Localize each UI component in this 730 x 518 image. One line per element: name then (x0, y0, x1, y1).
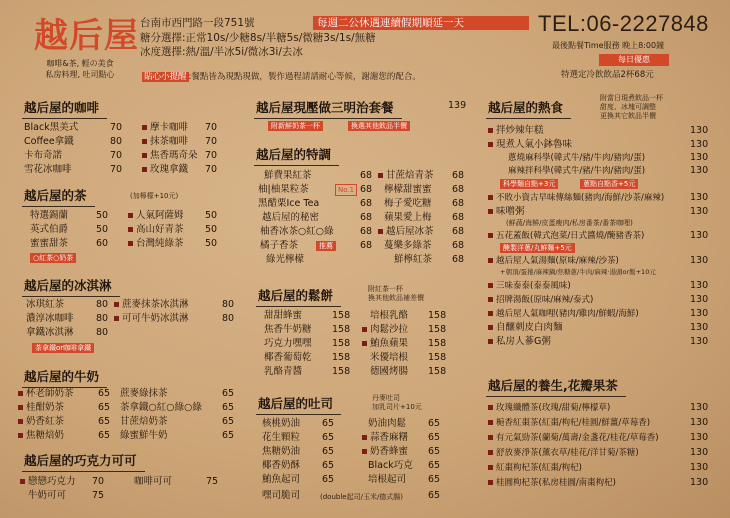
brand-tagline: 咖啡&茶, 輕の美食 私房料理, 吐司點心 (45, 59, 115, 79)
menu-item: 越后屋人氣湯麵(原味/麻辣/沙茶) (488, 255, 619, 267)
cup-icon (128, 241, 133, 246)
menu-item: 現煮人氣小鉢魯味 (488, 139, 572, 151)
menu-item: 梔香紅棗茶(紅棗/枸杞/桂圓/鮮薑/草莓香) (488, 417, 650, 429)
hotfood-note: 附當日現煮飲品一杯 甜度、冰塊可調整 更換其它飲品半價 (600, 94, 663, 120)
cup-icon (18, 391, 23, 396)
menu-item: 蘋果愛上梅 (384, 212, 432, 223)
menu-price: 65 (222, 388, 235, 399)
cup-icon (488, 435, 493, 440)
no1-tag: No.1 (335, 184, 357, 196)
menu-price: 65 (322, 474, 335, 485)
cup-icon (18, 419, 23, 424)
notice-banner: 每週二公休遇連續假期順延一天 (313, 16, 529, 30)
menu-price: 70 (110, 150, 123, 161)
menu-item: 越后屋冰茶 (378, 226, 434, 238)
menu-price: 65 (322, 432, 335, 443)
cup-icon (142, 139, 147, 144)
menu-item: 乳酪青醬 (264, 366, 303, 377)
phone-number: TEL:06-2227848 (538, 11, 709, 36)
menu-price: 80 (96, 313, 109, 324)
menu-price: 130 (690, 230, 709, 241)
menu-item: 花生顆粒 (262, 432, 301, 443)
menu-price: 158 (332, 366, 351, 377)
menu-price: 65 (98, 416, 111, 427)
menu-price: 65 (428, 474, 441, 485)
hotfood-badge-a: 科學麵自點+3元 (500, 179, 558, 189)
menu-item: 不敗小資古早味傳絲麵(豬肉/海鮮/沙茶/麻辣) (488, 192, 664, 204)
menu-item: 高山好青茶 (128, 224, 184, 236)
menu-price: 70 (205, 150, 218, 161)
menu-item: 奶香紅茶 (18, 416, 64, 428)
daily-special-badge: 每日優惠 (599, 54, 669, 66)
cup-icon (18, 405, 23, 410)
cup-icon (142, 167, 147, 172)
tea-note: (加檸檬+10元) (130, 192, 179, 200)
menu-item: 柚香冰茶○紅○綠 (260, 226, 334, 237)
menu-item: 私房人蔘G粥 (488, 336, 551, 348)
menu-item: 甘蔗焙青茶 (378, 170, 434, 182)
cup-icon (362, 435, 367, 440)
menu-item: 越后屋的秘密 (262, 212, 320, 223)
menu-price: 130 (690, 336, 709, 347)
hotfood-note-d: +朝頂/蛋捲/麻辣鍋/焦糖蔥/牛肉/麻辣·湯頭or飯+10元 (500, 268, 656, 276)
menu-price: 130 (690, 402, 709, 413)
cup-icon (488, 465, 493, 470)
menu-price: 68 (452, 198, 465, 209)
cup-icon (488, 405, 493, 410)
menu-price: 70 (205, 164, 218, 175)
menu-item: 越后屋人氣咖哩(豬肉/雞肉/鮮蝦/海鮮) (488, 308, 639, 320)
cup-icon (128, 227, 133, 232)
menu-item: 三味泰泰(泰泰風味) (488, 280, 571, 292)
menu-price: 130 (690, 308, 709, 319)
waffle-note: 附紅茶一杯 換其他飲品補差價 (368, 285, 424, 302)
menu-price: 65 (98, 388, 111, 399)
cup-icon (142, 153, 147, 158)
brand-logo: 越后屋 (34, 16, 139, 56)
menu-item: 奶香蜂蜜 (362, 446, 408, 458)
tip-line (142, 70, 421, 82)
ice-options: 冰度選擇:熱/溫/半冰5i/微冰3i/去冰 (140, 46, 303, 58)
menu-item: 戀戀巧克力 (20, 476, 76, 488)
menu-item: 柚|柚果粒茶 (258, 184, 309, 195)
menu-item: 巧克力嘿嘿 (264, 338, 312, 349)
cup-icon (488, 420, 493, 425)
menu-price: 130 (690, 125, 709, 136)
menu-item: 摩卡咖啡 (142, 122, 188, 134)
menu-price: 130 (690, 192, 709, 203)
toast-last-note: (double起司/玉米/德式腸) (320, 493, 404, 501)
menu-item: 椰香奶酥 (262, 460, 301, 471)
menu-price: 65 (428, 446, 441, 457)
menu-price: 65 (98, 430, 111, 441)
menu-price: 130 (690, 280, 709, 291)
menu-item: 黑醋栗Ice Tea (258, 198, 320, 209)
cup-icon (488, 311, 493, 316)
cup-icon (142, 125, 147, 130)
section-toast-title: 越后屋的吐司 (258, 396, 334, 411)
menu-price: 80 (96, 299, 109, 310)
menu-item: 抹茶咖啡 (142, 136, 188, 148)
menu-item: 卡布奇諾 (24, 150, 63, 161)
menu-price: 130 (690, 139, 709, 150)
menu-item: Coffee拿鐵 (24, 136, 74, 147)
menu-item: 冰琪紅茶 (26, 299, 65, 310)
daily-special-text: 特選定冷飲飲品2杯68元 (561, 70, 654, 80)
menu-item: 椰香葡萄乾 (264, 352, 312, 363)
cup-icon (488, 480, 493, 485)
menu-item: 蜜蜜甜茶 (30, 238, 69, 249)
menu-item: 特選錫蘭 (30, 210, 69, 221)
menu-item: 英式伯爵 (30, 224, 69, 235)
menu-price: 68 (360, 226, 373, 237)
section-milk-title: 越后屋的牛奶 (24, 369, 100, 384)
menu-price: 68 (452, 226, 465, 237)
menu-price: 68 (452, 212, 465, 223)
section-special-title: 越后屋的特調 (256, 147, 332, 162)
menu-item: 杯老師奶茶 (18, 388, 74, 400)
cup-icon (488, 283, 493, 288)
menu-price: 158 (332, 324, 351, 335)
menu-item: 桂圓枸杞茶(私房桂圓/南棗枸杞) (488, 477, 616, 489)
tip-text: :餐點皆為現點現做，製作過程請請耐心等候，謝謝您的配合。 (188, 72, 421, 82)
cup-icon (114, 316, 119, 321)
menu-price: 50 (96, 224, 109, 235)
menu-item: 米優培根 (370, 352, 409, 363)
menu-price: 130 (690, 462, 709, 473)
menu-item: 舒放麥淨茶(薰衣草/桂花/洋甘菊/茶糖) (488, 447, 639, 459)
icecream-option-badge: 茶拿鐵or咖啡拿鐵 (32, 343, 94, 353)
menu-item: 焦糖焙奶 (18, 430, 64, 442)
menu-price: 130 (690, 322, 709, 333)
cup-icon (20, 479, 25, 484)
menu-price: 65 (322, 460, 335, 471)
sugar-options: 糖分選擇:正常10s/少糖8s/半糖5s/微糖3s/1s/無糖 (140, 32, 376, 44)
menu-price: 70 (92, 476, 105, 487)
menu-price: 130 (690, 417, 709, 428)
menu-price: 158 (428, 310, 447, 321)
toast-note: 丹麥吐司 加乳司片+10元 (372, 394, 422, 411)
menu-item: 五花蓋飯(韓式泡菜/日式醬燒/醃豬香茶) (488, 230, 644, 242)
menu-item: 培根起司 (368, 474, 407, 485)
menu-price: 68 (452, 254, 465, 265)
menu-price: 130 (690, 206, 709, 217)
menu-item: 檸檬甜蜜蜜 (384, 184, 432, 195)
cup-icon (378, 229, 383, 234)
menu-item: 梅子愛吃糖 (384, 198, 432, 209)
section-icecream-title: 越后屋的冰淇淋 (24, 278, 112, 293)
menu-item: 茶拿鐵○紅○綠○綠 (120, 402, 202, 413)
cup-icon (362, 449, 367, 454)
menu-price: 80 (96, 327, 109, 338)
menu-price: 75 (92, 490, 105, 501)
recommend-tag: 推薦 (316, 241, 336, 251)
address: 台南市西門路一段751號 (140, 17, 255, 29)
cup-icon (488, 339, 493, 344)
menu-price: 68 (360, 198, 373, 209)
menu-item: 雪花冰咖啡 (24, 164, 72, 175)
menu-price: 158 (428, 324, 447, 335)
menu-item: 蔗麥綠抹茶 (120, 388, 168, 399)
menu-price: 130 (690, 165, 709, 176)
menu-item: 鮪魚蘋果 (362, 338, 408, 350)
hotfood-badge-a2: 蔥點自點香+5元 (580, 179, 638, 189)
menu-price: 70 (110, 164, 123, 175)
menu-item: 橘子香茶 (260, 240, 299, 251)
menu-price: 80 (110, 136, 123, 147)
menu-item: 玫瑰拿鐵 (142, 164, 188, 176)
menu-price: 65 (222, 430, 235, 441)
cup-icon (488, 209, 493, 214)
menu-item: 德國烤腸 (370, 366, 409, 377)
menu-item: 玫瑰纖體茶(玫瑰/甜菊/檸檬草) (488, 402, 610, 414)
section-tea-title: 越后屋的茶 (24, 188, 87, 203)
menu-item: 培根乳酪 (370, 310, 409, 321)
menu-price: 50 (205, 210, 218, 221)
menu-item: 台灣純綠茶 (128, 238, 184, 250)
menu-price: 130 (690, 447, 709, 458)
menu-price: 50 (205, 224, 218, 235)
cup-icon (488, 128, 493, 133)
menu-item: 甘蔗焙奶茶 (120, 416, 168, 427)
cup-icon (114, 302, 119, 307)
menu-item: 甜甜蜂蜜 (264, 310, 303, 321)
menu-price: 65 (428, 490, 441, 501)
menu-item: 招牌湯飯(原味/麻辣/泰式) (488, 294, 593, 306)
hotfood-badge-c: 醃製洋蔥/丸鮮麵+5元 (500, 243, 575, 253)
menu-price: 65 (98, 402, 111, 413)
cup-icon (362, 327, 367, 332)
menu-item: 焦香瑪奇朵 (142, 150, 198, 162)
cup-icon (488, 450, 493, 455)
menu-item: 自釀刺皮白肉麵 (488, 322, 563, 334)
menu-price: 65 (428, 460, 441, 471)
sandwich-badge-2: 換選其他飲品半價 (348, 121, 410, 131)
menu-price: 65 (428, 418, 441, 429)
cup-icon (488, 195, 493, 200)
menu-item: 嘿司脆司 (262, 490, 301, 501)
cup-icon (488, 233, 493, 238)
menu-price: 68 (452, 184, 465, 195)
menu-price: 158 (332, 352, 351, 363)
menu-item: 味噌粥 (488, 206, 525, 218)
menu-item: 蔗麥抹茶冰淇淋 (114, 299, 189, 311)
order-time: 最後點餐Time服務 晚上8:00鐘 (552, 41, 665, 50)
menu-item: 鮪魚起司 (262, 474, 301, 485)
menu-price: 130 (690, 152, 709, 163)
menu-item: 有元氣勁茶(蘭菊/萬壽/金盞花/桂花/草莓香) (488, 432, 659, 444)
hotfood-note-b: (鮮蔬/海鮮/皮蛋瘦肉/私房番茶/番茶咖哩) (506, 219, 633, 227)
menu-price: 68 (452, 170, 465, 181)
menu-item: 桂酣奶茶 (18, 402, 64, 414)
cup-icon (378, 173, 383, 178)
cup-icon (18, 433, 23, 438)
section-coffee-title: 越后屋的咖啡 (24, 100, 100, 115)
menu-item: 拌炒辣年糕 (488, 125, 544, 137)
menu-price: 68 (452, 240, 465, 251)
menu-item: 可可牛奶冰淇淋 (114, 313, 189, 325)
menu-price: 65 (222, 416, 235, 427)
menu-price: 70 (205, 136, 218, 147)
menu-price: 130 (690, 294, 709, 305)
menu-price: 130 (690, 477, 709, 488)
menu-price: 65 (322, 418, 335, 429)
menu-price: 158 (428, 352, 447, 363)
menu-price: 68 (360, 212, 373, 223)
menu-price: 158 (332, 310, 351, 321)
menu-item: 拿鐵冰淇淋 (26, 327, 74, 338)
menu-price: 60 (96, 238, 109, 249)
menu-item: 奶油肉鬆 (368, 418, 407, 429)
menu-price: 65 (428, 432, 441, 443)
menu-item: 蔥燒麻科學(韓式牛/豬/牛肉/豬肉/蛋) (508, 153, 646, 163)
menu-item: 綠蜜鮮牛奶 (120, 430, 168, 441)
menu-item: 鮮檸紅茶 (394, 254, 433, 265)
section-sandwich-title: 越后屋現壓做三明治套餐 (256, 100, 394, 115)
menu-price: 65 (222, 402, 235, 413)
menu-item: 焦香牛奶糖 (264, 324, 312, 335)
sandwich-badge: 附新鮮奶茶一杯 (268, 121, 323, 131)
menu-item: 蒜香麻糬 (362, 432, 408, 444)
menu-item: 肉鬆沙拉 (362, 324, 408, 336)
menu-price: 158 (428, 338, 447, 349)
section-choco-title: 越后屋的巧克力可可 (24, 453, 137, 468)
menu-price: 130 (690, 255, 709, 266)
menu-item: 麻辣拌科學(韓式牛/豬/牛肉/豬肉/蛋) (508, 166, 646, 176)
menu-price: 130 (690, 432, 709, 443)
tea-option-badge: ○紅茶○奶茶 (30, 253, 76, 263)
section-health-title: 越后屋的養生,花瓣果茶 (488, 378, 618, 393)
menu-item: 咖啡可可 (134, 476, 173, 487)
menu-item: 綠光檸檬 (266, 254, 305, 265)
cup-icon (488, 258, 493, 263)
menu-item: 鮮費果紅茶 (264, 170, 312, 181)
menu-price: 158 (332, 338, 351, 349)
menu-price: 68 (360, 240, 373, 251)
menu-price: 68 (360, 184, 373, 195)
cup-icon (128, 213, 133, 218)
cup-icon (362, 341, 367, 346)
menu-price: 75 (206, 476, 219, 487)
menu-price: 158 (428, 366, 447, 377)
menu-price: 50 (96, 210, 109, 221)
menu-item: 濃淳冰咖啡 (26, 313, 74, 324)
menu-item: 牛奶可可 (28, 490, 67, 501)
section-waffle-title: 越后屋的鬆餅 (258, 288, 334, 303)
section-hotfood-title: 越后屋的熱食 (488, 100, 564, 115)
menu-item: Black巧克 (368, 460, 413, 471)
menu-price: 70 (110, 122, 123, 133)
cup-icon (488, 297, 493, 302)
menu-item: 焦糖奶油 (262, 446, 301, 457)
menu-price: 65 (322, 446, 335, 457)
menu-item: 人氣阿薩姆 (128, 210, 184, 222)
menu-item: 核桃奶油 (262, 418, 301, 429)
menu-item: Black黑美式 (24, 122, 79, 133)
menu-price: 70 (205, 122, 218, 133)
tip-label: 貼心小提醒 (144, 72, 187, 82)
menu-item: 蔓樂多綠茶 (384, 240, 432, 251)
menu-item: 紅棗枸杞茶(紅棗/枸杞) (488, 462, 582, 474)
menu-price: 80 (222, 299, 235, 310)
menu-price: 50 (205, 238, 218, 249)
cup-icon (488, 142, 493, 147)
menu-price: 68 (360, 170, 373, 181)
sandwich-price: 139 (448, 100, 467, 111)
menu-price: 80 (222, 313, 235, 324)
cup-icon (488, 325, 493, 330)
